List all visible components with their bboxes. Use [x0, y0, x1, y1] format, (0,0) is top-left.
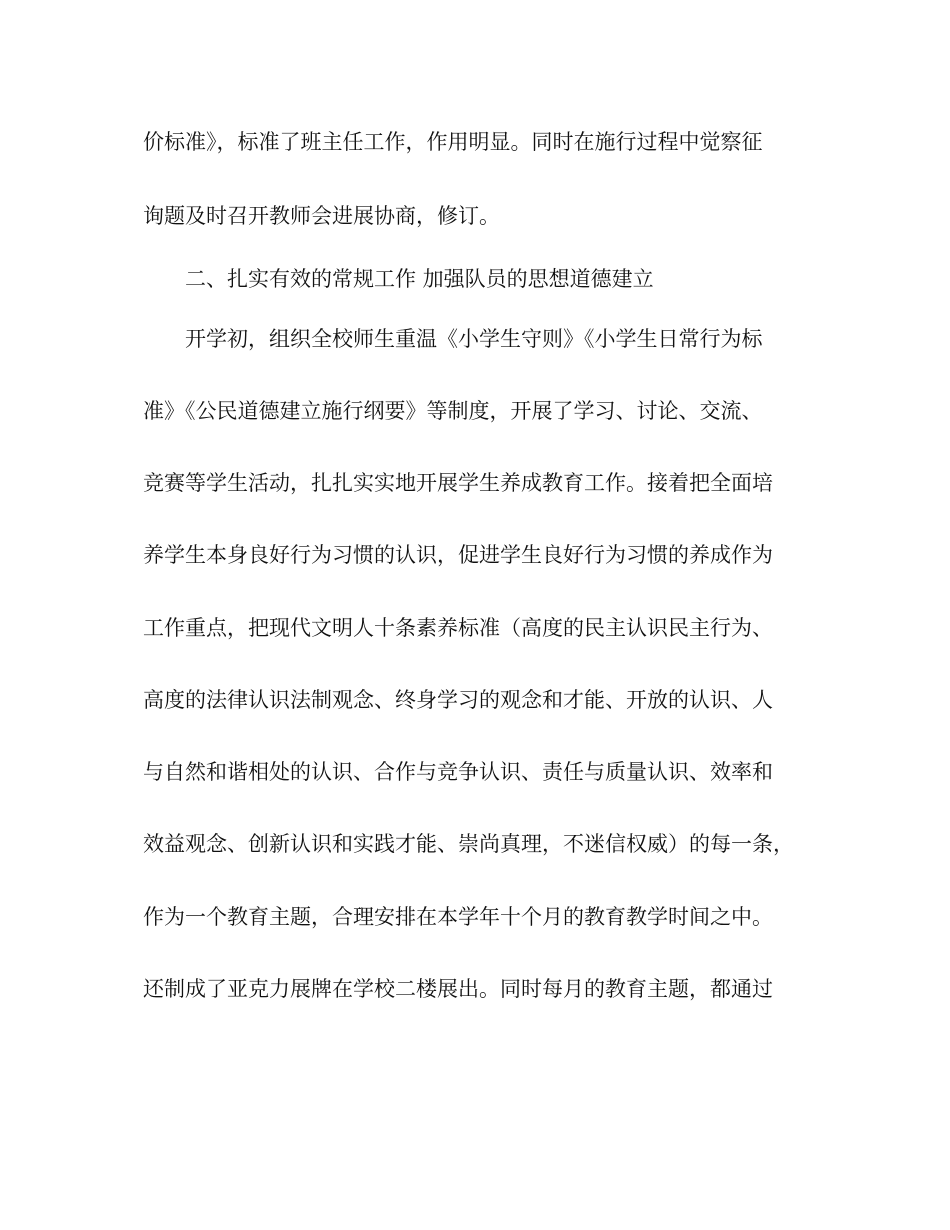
paragraph-line-3: 开学初，组织全校师生重温《小学生守则》《小学生日常行为标	[185, 327, 763, 351]
paragraph-line-1: 价标准》，标准了班主任工作，作用明显。同时在施行过程中觉察征	[143, 130, 763, 154]
paragraph-line-12: 还制成了亚克力展牌在学校二楼展出。同时每月的教育主题，都通过	[143, 977, 773, 1001]
paragraph-line-6: 养学生本身良好行为习惯的认识，促进学生良好行为习惯的养成作为	[143, 543, 773, 567]
paragraph-line-10: 效益观念、创新认识和实践才能、崇尚真理，不迷信权威）的每一条，	[143, 832, 794, 856]
paragraph-line-11: 作为一个教育主题，合理安排在本学年十个月的教育教学时间之中。	[143, 905, 773, 929]
paragraph-line-2: 询题及时召开教师会进展协商，修订。	[143, 204, 500, 228]
paragraph-line-8: 高度的法律认识法制观念、终身学习的观念和才能、开放的认识、人	[143, 688, 773, 712]
paragraph-line-9: 与自然和谐相处的认识、合作与竞争认识、责任与质量认识、效率和	[143, 760, 773, 784]
paragraph-line-7: 工作重点，把现代文明人十条素养标准（高度的民主认识民主行为、	[143, 616, 773, 640]
section-heading: 二、扎实有效的常规工作 加强队员的思想道德建立	[185, 267, 654, 291]
paragraph-line-5: 竞赛等学生活动，扎扎实实地开展学生养成教育工作。接着把全面培	[143, 471, 773, 495]
paragraph-line-4: 准》《公民道德建立施行纲要》等制度，开展了学习、讨论、交流、	[143, 399, 763, 423]
